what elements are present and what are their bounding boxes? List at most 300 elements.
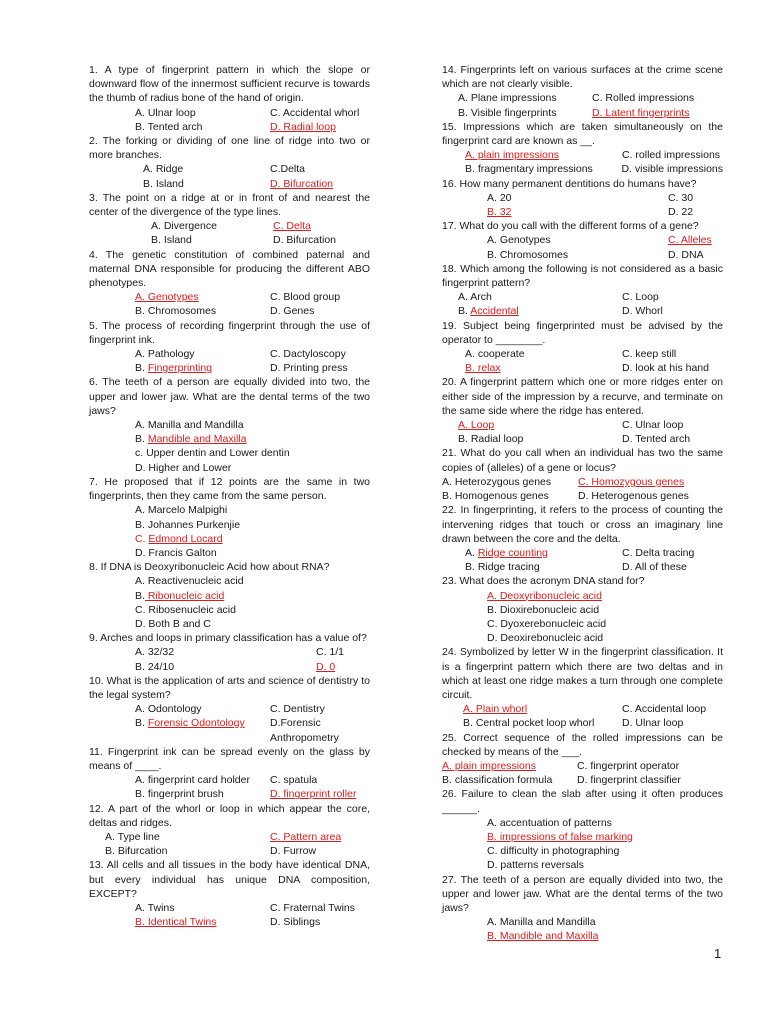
- option-row: [487, 830, 723, 844]
- option-cell: [465, 546, 622, 560]
- correct-answer: B. Identical Twins: [135, 916, 217, 929]
- option-text: B.: [135, 589, 145, 602]
- options: [442, 915, 723, 943]
- option-text: C. Accidental whorl: [270, 106, 360, 119]
- option-cell: [135, 660, 316, 674]
- option-text: C. Ulnar loop: [622, 419, 684, 432]
- option-text: A. Ulnar loop: [135, 106, 196, 119]
- correct-answer: Mandible and Maxilla: [147, 433, 247, 446]
- option-text: D. Tented arch: [622, 433, 691, 446]
- option-cell: [270, 304, 314, 318]
- option-cell: [487, 915, 596, 929]
- option-text: D. Siblings: [270, 916, 321, 929]
- option-text: A.: [465, 546, 478, 559]
- option-row: [135, 901, 370, 915]
- options: [442, 290, 723, 318]
- option-cell: [135, 418, 244, 432]
- option-cell: [487, 830, 633, 844]
- option-cell: [270, 901, 355, 915]
- correct-answer: C. Alleles: [668, 234, 712, 247]
- option-cell: [465, 162, 621, 176]
- option-text: C. rolled impressions: [622, 149, 721, 162]
- option-row: [487, 589, 723, 603]
- option-cell: [487, 191, 668, 205]
- option-cell: [270, 177, 333, 191]
- option-text: A. accentuation of patterns: [487, 816, 612, 829]
- options: [442, 91, 723, 119]
- option-row: [151, 233, 370, 247]
- option-cell: [273, 233, 336, 247]
- correct-answer: Forensic Odontology: [147, 717, 245, 730]
- option-cell: [442, 489, 578, 503]
- option-cell: [465, 361, 622, 375]
- option-text: A. Twins: [135, 901, 175, 914]
- option-cell: [143, 162, 270, 176]
- option-row: [135, 731, 370, 745]
- option-cell: [316, 660, 335, 674]
- question-text: 20. A fingerprint pattern which one or more ridges enter on either side of the impression by a recurve, and terminate on the same side where the ridge has entered.: [442, 376, 723, 417]
- option-cell: [135, 546, 217, 560]
- option-cell: [270, 716, 321, 730]
- question-19: [442, 319, 723, 376]
- option-text: C. keep still: [622, 348, 677, 361]
- options: [89, 290, 370, 318]
- option-row: [487, 844, 723, 858]
- option-row: [135, 347, 370, 361]
- option-row: [463, 716, 723, 730]
- question-22: [442, 503, 723, 574]
- option-cell: [458, 418, 622, 432]
- question-6: [89, 375, 370, 474]
- option-row: [442, 475, 723, 489]
- question-text: 17. What do you call with the different forms of a gene?: [442, 220, 699, 233]
- options: [442, 233, 723, 261]
- option-row: [135, 304, 370, 318]
- option-text: A. Divergence: [151, 220, 217, 233]
- question-text: 24. Symbolized by letter W in the fingerprint classification. It is a fingerprint pattern which there are two deltas and in which at least one ridge makes a turn through one complete circuit.: [442, 646, 723, 701]
- option-row: [465, 546, 723, 560]
- option-cell: [135, 290, 270, 304]
- option-row: [487, 816, 723, 830]
- option-text: C. 30: [668, 191, 694, 204]
- option-row: [135, 106, 370, 120]
- correct-answer: A. plain impressions: [465, 149, 559, 162]
- option-cell: [135, 532, 223, 546]
- option-cell: [487, 844, 619, 858]
- option-text: B.: [135, 433, 148, 446]
- option-cell: [135, 461, 231, 475]
- option-cell: [487, 205, 668, 219]
- option-row: [135, 461, 370, 475]
- option-row: [463, 702, 723, 716]
- option-row: [135, 361, 370, 375]
- option-text: A. 32/32: [135, 646, 175, 659]
- option-cell: [135, 787, 270, 801]
- options: [442, 759, 723, 787]
- option-cell: [135, 702, 270, 716]
- option-cell: [622, 290, 659, 304]
- option-text: A. Reactivenucleic acid: [135, 575, 244, 588]
- option-row: [465, 347, 723, 361]
- option-cell: [578, 489, 689, 503]
- option-text: C. Accidental loop: [622, 703, 707, 716]
- correct-answer: A. Genotypes: [135, 291, 199, 304]
- option-cell: [316, 645, 344, 659]
- option-text: D. look at his hand: [622, 362, 709, 375]
- option-cell: [622, 716, 683, 730]
- option-text: D. Furrow: [270, 845, 317, 858]
- option-cell: [135, 617, 211, 631]
- option-row: [143, 177, 370, 191]
- question-text: 13. All cells and all tissues in the body have identical DNA, but every individual has unique DNA composition, EXCEPT?: [89, 859, 370, 900]
- correct-answer: Accidental: [470, 305, 519, 318]
- correct-answer: C. Pattern area: [270, 830, 342, 843]
- options: [89, 901, 370, 929]
- question-text: 16. How many permanent dentitions do humans have?: [442, 177, 697, 190]
- option-cell: [487, 248, 668, 262]
- option-text: C. spatula: [270, 774, 318, 787]
- correct-answer: D. 0: [316, 660, 336, 673]
- options: [442, 418, 723, 446]
- option-text: D. Both B and C: [135, 617, 211, 630]
- option-row: [135, 503, 370, 517]
- question-25: [442, 731, 723, 788]
- option-cell: [458, 304, 622, 318]
- question-text: 10. What is the application of arts and science of dentistry to the legal system?: [89, 674, 370, 701]
- question-14: [442, 63, 723, 120]
- option-cell: [135, 503, 227, 517]
- option-text: C. 1/1: [316, 646, 345, 659]
- option-text: A. Pathology: [135, 348, 195, 361]
- option-cell: [135, 120, 270, 134]
- option-cell: [465, 560, 622, 574]
- option-text: B. Chromosomes: [135, 305, 217, 318]
- question-text: 8. If DNA is Deoxyribonucleic Acid how about RNA?: [89, 561, 330, 574]
- option-row: [135, 773, 370, 787]
- option-text: C. difficulty in photographing: [487, 845, 620, 858]
- option-text: C. Dactyloscopy: [270, 348, 346, 361]
- correct-answer: D. fingerprint roller: [270, 788, 357, 801]
- option-text: C. Blood group: [270, 291, 341, 304]
- option-cell: [442, 773, 577, 787]
- options: [442, 191, 723, 219]
- correct-answer: B. 32: [487, 206, 512, 219]
- question-text: 6. The teeth of a person are equally divided into two, the upper and lower jaw. What are the dental terms of the two jaws?: [89, 376, 370, 417]
- option-row: [105, 844, 370, 858]
- correct-answer: D. Radial loop: [270, 120, 336, 133]
- question-3: [89, 191, 370, 248]
- option-row: [442, 759, 723, 773]
- option-cell: [135, 304, 270, 318]
- option-cell: [135, 773, 270, 787]
- question-text: 19. Subject being fingerprinted must be advised by the operator to ________.: [442, 319, 723, 346]
- question-text: 21. What do you call when an individual has two the same copies of (alleles) of a gene or locus?: [442, 447, 723, 474]
- option-row: [458, 106, 723, 120]
- option-text: B. fragmentary impressions: [465, 163, 593, 176]
- option-text: C. Ribosenucleic acid: [135, 603, 236, 616]
- option-cell: [487, 816, 612, 830]
- option-cell: [463, 702, 622, 716]
- option-text: A. Heterozygous genes: [442, 475, 552, 488]
- left-column: [89, 63, 370, 929]
- question-11: [89, 745, 370, 802]
- option-cell: [143, 177, 270, 191]
- option-cell: [578, 475, 684, 489]
- option-text: D. Printing press: [270, 362, 348, 375]
- option-cell: [487, 603, 599, 617]
- option-cell: [135, 603, 236, 617]
- option-cell: [458, 106, 592, 120]
- option-row: [135, 787, 370, 801]
- option-row: [135, 603, 370, 617]
- option-text: C. Loop: [622, 291, 659, 304]
- option-text: C.Delta: [270, 163, 306, 176]
- option-text: A. Odontology: [135, 703, 202, 716]
- option-row: [487, 191, 723, 205]
- correct-answer: A. plain impressions: [442, 759, 536, 772]
- correct-answer: B. Mandible and Maxilla: [487, 930, 599, 943]
- option-text: D. All of these: [622, 561, 687, 574]
- option-text: D. Bifurcation: [273, 234, 337, 247]
- option-text: B. 24/10: [135, 660, 175, 673]
- option-cell: [135, 716, 270, 730]
- option-cell: [577, 773, 681, 787]
- question-5: [89, 319, 370, 376]
- option-cell: [458, 290, 622, 304]
- question-13: [89, 858, 370, 929]
- correct-answer: C. Delta: [273, 220, 311, 233]
- option-text: A. Type line: [105, 830, 160, 843]
- options: [442, 589, 723, 646]
- option-text: B. Radial loop: [458, 433, 524, 446]
- option-cell: [270, 787, 356, 801]
- option-text: C. Fraternal Twins: [270, 901, 355, 914]
- question-text: 4. The genetic constitution of combined paternal and maternal DNA responsible for producing the different ABO phenotypes.: [89, 248, 370, 290]
- option-row: [135, 645, 370, 659]
- option-row: [458, 91, 723, 105]
- option-cell: [622, 432, 690, 446]
- question-1: [89, 63, 370, 134]
- option-cell: [270, 106, 359, 120]
- option-text: D.Forensic: [270, 717, 321, 730]
- option-cell: [135, 446, 290, 460]
- option-cell: [135, 361, 270, 375]
- option-text: D. Whorl: [622, 305, 663, 318]
- question-text: 15. Impressions which are taken simultaneously on the fingerprint card are known as __.: [442, 120, 723, 148]
- option-row: [135, 574, 370, 588]
- correct-answer: A. Plain whorl: [463, 703, 528, 716]
- option-cell: [135, 645, 316, 659]
- option-cell: [487, 929, 598, 943]
- option-cell: [592, 91, 694, 105]
- option-text: A. Ridge: [143, 163, 184, 176]
- option-text: C. fingerprint operator: [577, 759, 680, 772]
- options: [89, 574, 370, 631]
- option-cell: [668, 233, 712, 247]
- option-text: B. Central pocket loop whorl: [463, 717, 595, 730]
- option-cell: [487, 589, 602, 603]
- option-cell: [487, 858, 584, 872]
- question-text: 7. He proposed that if 12 points are the same in two fingerprints, then they came from the same person.: [89, 475, 370, 503]
- correct-answer: Ribonucleic acid: [144, 589, 225, 602]
- options: [442, 475, 723, 503]
- option-text: A. Manilla and Mandilla: [487, 916, 596, 929]
- option-text: A. Manilla and Mandilla: [135, 419, 244, 432]
- option-cell: [487, 617, 606, 631]
- option-cell: [135, 518, 240, 532]
- option-text: D. patterns reversals: [487, 859, 584, 872]
- question-27: [442, 873, 723, 944]
- question-text: 18. Which among the following is not considered as a basic fingerprint pattern?: [442, 262, 723, 290]
- option-cell: [458, 91, 592, 105]
- correct-answer: Edmond Locard: [148, 532, 223, 545]
- option-cell: [270, 162, 305, 176]
- question-18: [442, 262, 723, 319]
- question-text: 12. A part of the whorl or loop in which appear the core, deltas and ridges.: [89, 802, 370, 829]
- correct-answer: C. Homozygous genes: [578, 475, 685, 488]
- option-text: B.: [458, 305, 471, 318]
- option-row: [487, 248, 723, 262]
- question-text: 1. A type of fingerprint pattern in which the slope or downward flow of the innermost sufficient recurve is towards the thumb of radius bone of the hand of origin.: [89, 64, 370, 105]
- option-cell: [442, 759, 577, 773]
- option-row: [151, 219, 370, 233]
- option-text: A. cooperate: [465, 348, 525, 361]
- option-row: [143, 162, 370, 176]
- option-row: [135, 446, 370, 460]
- question-16: [442, 177, 723, 220]
- option-text: D. DNA: [668, 248, 704, 261]
- question-text: 14. Fingerprints left on various surfaces at the crime scene which are not clearly visible.: [442, 64, 723, 91]
- option-text: A. Genotypes: [487, 234, 551, 247]
- correct-answer: Ridge counting: [477, 546, 548, 559]
- option-cell: [463, 716, 622, 730]
- option-text: D. Deoxirebonucleic acid: [487, 632, 604, 645]
- option-cell: [135, 347, 270, 361]
- option-cell: [668, 191, 693, 205]
- option-cell: [270, 844, 316, 858]
- option-row: [487, 858, 723, 872]
- option-text: B. classification formula: [442, 774, 553, 787]
- question-text: 27. The teeth of a person are equally divided into two, the upper and lower jaw. What are the dental terms of the two jaws?: [442, 873, 723, 914]
- option-row: [135, 418, 370, 432]
- option-row: [487, 631, 723, 645]
- option-row: [135, 432, 370, 446]
- option-cell: [270, 830, 341, 844]
- options: [89, 347, 370, 375]
- option-row: [487, 233, 723, 247]
- correct-answer: B. impressions of false marking: [487, 830, 633, 843]
- option-text: B. Island: [151, 234, 192, 247]
- options: [89, 106, 370, 134]
- correct-answer: D. Bifurcation: [270, 177, 334, 190]
- option-row: [487, 603, 723, 617]
- option-cell: [270, 915, 320, 929]
- question-20: [442, 375, 723, 446]
- option-cell: [270, 120, 336, 134]
- option-cell: [668, 248, 704, 262]
- options: [89, 219, 370, 247]
- option-row: [135, 546, 370, 560]
- option-row: [442, 489, 723, 503]
- question-15: [442, 120, 723, 177]
- option-text: D. fingerprint classifier: [577, 774, 681, 787]
- option-text: A. Plane impressions: [458, 92, 557, 105]
- question-10: [89, 674, 370, 745]
- question-2: [89, 134, 370, 191]
- option-text: D. Heterogenous genes: [578, 490, 689, 503]
- option-cell: [592, 106, 689, 120]
- option-cell: [442, 475, 578, 489]
- question-21: [442, 446, 723, 503]
- option-text: D. visible impressions: [621, 163, 723, 176]
- options: [89, 503, 370, 560]
- option-text: A. Marcelo Malpighi: [135, 504, 228, 517]
- option-row: [465, 148, 723, 162]
- option-text: C. Delta tracing: [622, 546, 695, 559]
- option-row: [458, 304, 723, 318]
- option-text: B. Bifurcation: [105, 845, 168, 858]
- page-number: 1: [714, 946, 722, 961]
- option-cell: [622, 418, 683, 432]
- question-text: 11. Fingerprint ink can be spread evenly on the glass by means of ____.: [89, 745, 370, 772]
- option-cell: [105, 830, 270, 844]
- option-row: [458, 290, 723, 304]
- question-4: [89, 248, 370, 319]
- option-cell: [487, 631, 603, 645]
- options: [89, 645, 370, 673]
- options: [442, 347, 723, 375]
- question-text: 2. The forking or dividing of one line of ridge into two or more branches.: [89, 135, 370, 162]
- question-text: 22. In fingerprinting, it refers to the process of counting the intervening ridges that touch or cross an imaginary line drawn between the core and the delta.: [442, 504, 723, 545]
- option-text: C. Dentistry: [270, 703, 325, 716]
- option-text: C.: [135, 532, 149, 545]
- option-text: B. Johannes Purkenjie: [135, 518, 241, 531]
- option-cell: [105, 844, 270, 858]
- option-cell: [458, 432, 622, 446]
- option-text: C. Rolled impressions: [592, 92, 695, 105]
- option-row: [135, 290, 370, 304]
- option-text: D. Genes: [270, 305, 315, 318]
- option-cell: [135, 901, 270, 915]
- option-cell: [622, 361, 709, 375]
- option-cell: [151, 219, 273, 233]
- option-text: B. fingerprint brush: [135, 788, 224, 801]
- option-text: B. Homogenous genes: [442, 490, 549, 503]
- option-text: C. Dyoxerebonucleic acid: [487, 617, 607, 630]
- option-text: A. fingerprint card holder: [135, 774, 250, 787]
- option-cell: [465, 347, 622, 361]
- option-cell: [135, 106, 270, 120]
- correct-answer: A. Deoxyribonucleic acid: [487, 589, 602, 602]
- question-8: [89, 560, 370, 631]
- option-cell: [270, 702, 325, 716]
- question-text: 26. Failure to clean the slab after using it often produces ______.: [442, 788, 723, 815]
- option-cell: [622, 702, 706, 716]
- option-row: [487, 915, 723, 929]
- option-row: [487, 617, 723, 631]
- option-text: A. Arch: [458, 291, 492, 304]
- option-cell: [465, 148, 622, 162]
- option-row: [458, 418, 723, 432]
- option-cell: [621, 162, 723, 176]
- option-text: B. Chromosomes: [487, 248, 569, 261]
- option-row: [135, 532, 370, 546]
- option-row: [135, 589, 370, 603]
- option-text: A. 20: [487, 191, 512, 204]
- options: [89, 830, 370, 858]
- option-row: [487, 929, 723, 943]
- option-row: [135, 915, 370, 929]
